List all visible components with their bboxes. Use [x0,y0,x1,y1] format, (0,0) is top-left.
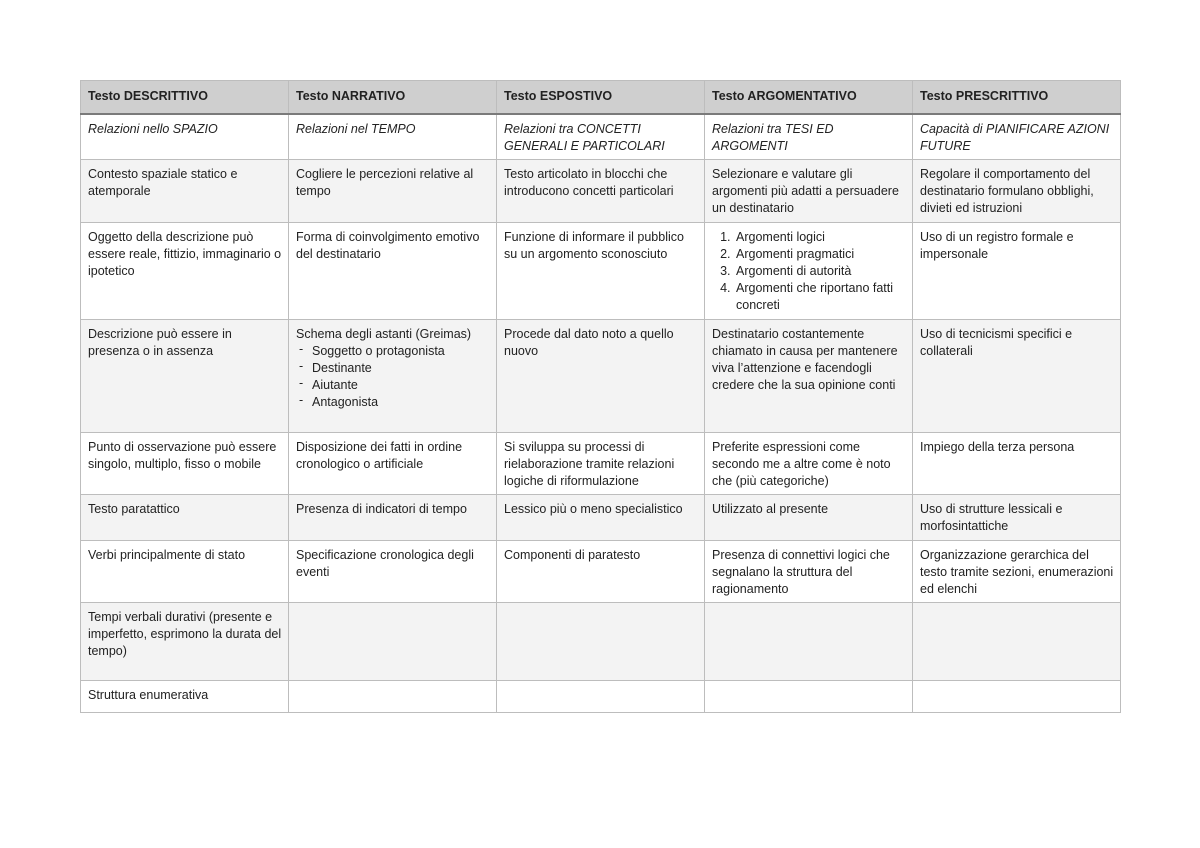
table-cell: Struttura enumerativa [81,680,289,712]
table-cell: Verbi principalmente di stato [81,540,289,602]
table-cell: Testo paratattico [81,494,289,540]
table-cell [913,680,1121,712]
table-cell: Uso di tecnicismi specifici e collaterali [913,319,1121,432]
header-row [81,81,1121,114]
header-espositivo: Testo ESPOSTIVO [497,81,705,114]
astanti-heading: Schema degli astanti (Greimas) [296,326,472,341]
table-cell: Disposizione dei fatti in ordine cronologico o artificiale [289,432,497,494]
list-item: 4. Argomenti che riportano fatti concreti [734,280,906,314]
list-item: - Soggetto o protagonista [312,343,490,360]
list-item: 2. Argomenti pragmatici [734,246,906,263]
header-narrativo: Testo NARRATIVO [289,81,497,114]
table-cell: Selezionare e valutare gli argomenti più adatti a persuadere un destinatario [705,159,913,222]
table-cell: Regolare il comportamento del destinatario formulano obblighi, divieti ed istruzioni [913,159,1121,222]
table-cell: Presenza di connettivi logici che segnalano la struttura del ragionamento [705,540,913,602]
table-cell: Specificazione cronologica degli eventi [289,540,497,602]
table-cell: Oggetto della descrizione può essere reale, fittizio, immaginario o ipotetico [81,222,289,319]
table-row [81,494,1121,540]
table-cell [497,680,705,712]
table-row [81,222,1121,319]
table-cell: Punto di osservazione può essere singolo, multiplo, fisso o mobile [81,432,289,494]
table-cell [705,680,913,712]
argomenti-list [712,229,906,314]
table-cell: Destinatario costantemente chiamato in causa per mantenere viva l’attenzione e facendogli credere che la sua opinione conti [705,319,913,432]
table-cell: Relazioni tra CONCETTI GENERALI E PARTICOLARI [497,114,705,160]
table-row [81,159,1121,222]
table-cell: Utilizzato al presente [705,494,913,540]
table-row [81,114,1121,160]
table-cell: Contesto spaziale statico e atemporale [81,159,289,222]
table-cell: Organizzazione gerarchica del testo tramite sezioni, enumerazioni ed elenchi [913,540,1121,602]
table-cell [705,602,913,680]
header-argomentativo: Testo ARGOMENTATIVO [705,81,913,114]
table-cell: Funzione di informare il pubblico su un argomento sconosciuto [497,222,705,319]
table-row [81,680,1121,712]
astanti-list [296,343,490,411]
table-cell: Forma di coinvolgimento emotivo del destinatario [289,222,497,319]
table-cell: Presenza di indicatori di tempo [289,494,497,540]
table-cell: Descrizione può essere in presenza o in assenza [81,319,289,432]
table-cell: Preferite espressioni come secondo me a altre come è noto che (più categoriche) [705,432,913,494]
table-cell [289,602,497,680]
table-cell: Si sviluppa su processi di rielaborazione tramite relazioni logiche di riformulazione [497,432,705,494]
list-item: 1. Argomenti logici [734,229,906,246]
table-cell: Relazioni nel TEMPO [289,114,497,160]
table-row [81,319,1121,432]
list-item: 3. Argomenti di autorità [734,263,906,280]
table-cell: Impiego della terza persona [913,432,1121,494]
table-cell [705,222,913,319]
header-descrittivo: Testo DESCRITTIVO [81,81,289,114]
table-cell [289,680,497,712]
table-cell: Relazioni tra TESI ED ARGOMENTI [705,114,913,160]
table-cell: Cogliere le percezioni relative al tempo [289,159,497,222]
list-item: - Antagonista [312,394,490,411]
table-row [81,540,1121,602]
table-cell [913,602,1121,680]
table-cell: Capacità di PIANIFICARE AZIONI FUTURE [913,114,1121,160]
table-cell: Uso di un registro formale e impersonale [913,222,1121,319]
table-row [81,432,1121,494]
table-cell [497,602,705,680]
table-cell [289,319,497,432]
table-row [81,602,1121,680]
header-prescrittivo: Testo PRESCRITTIVO [913,81,1121,114]
table-cell: Tempi verbali durativi (presente e imperfetto, esprimono la durata del tempo) [81,602,289,680]
table-cell: Componenti di paratesto [497,540,705,602]
table-cell: Uso di strutture lessicali e morfosintattiche [913,494,1121,540]
comparison-table [80,80,1121,713]
table-cell: Relazioni nello SPAZIO [81,114,289,160]
table-cell: Procede dal dato noto a quello nuovo [497,319,705,432]
list-item: - Destinante [312,360,490,377]
list-item: - Aiutante [312,377,490,394]
table-cell: Testo articolato in blocchi che introducono concetti particolari [497,159,705,222]
table-cell: Lessico più o meno specialistico [497,494,705,540]
